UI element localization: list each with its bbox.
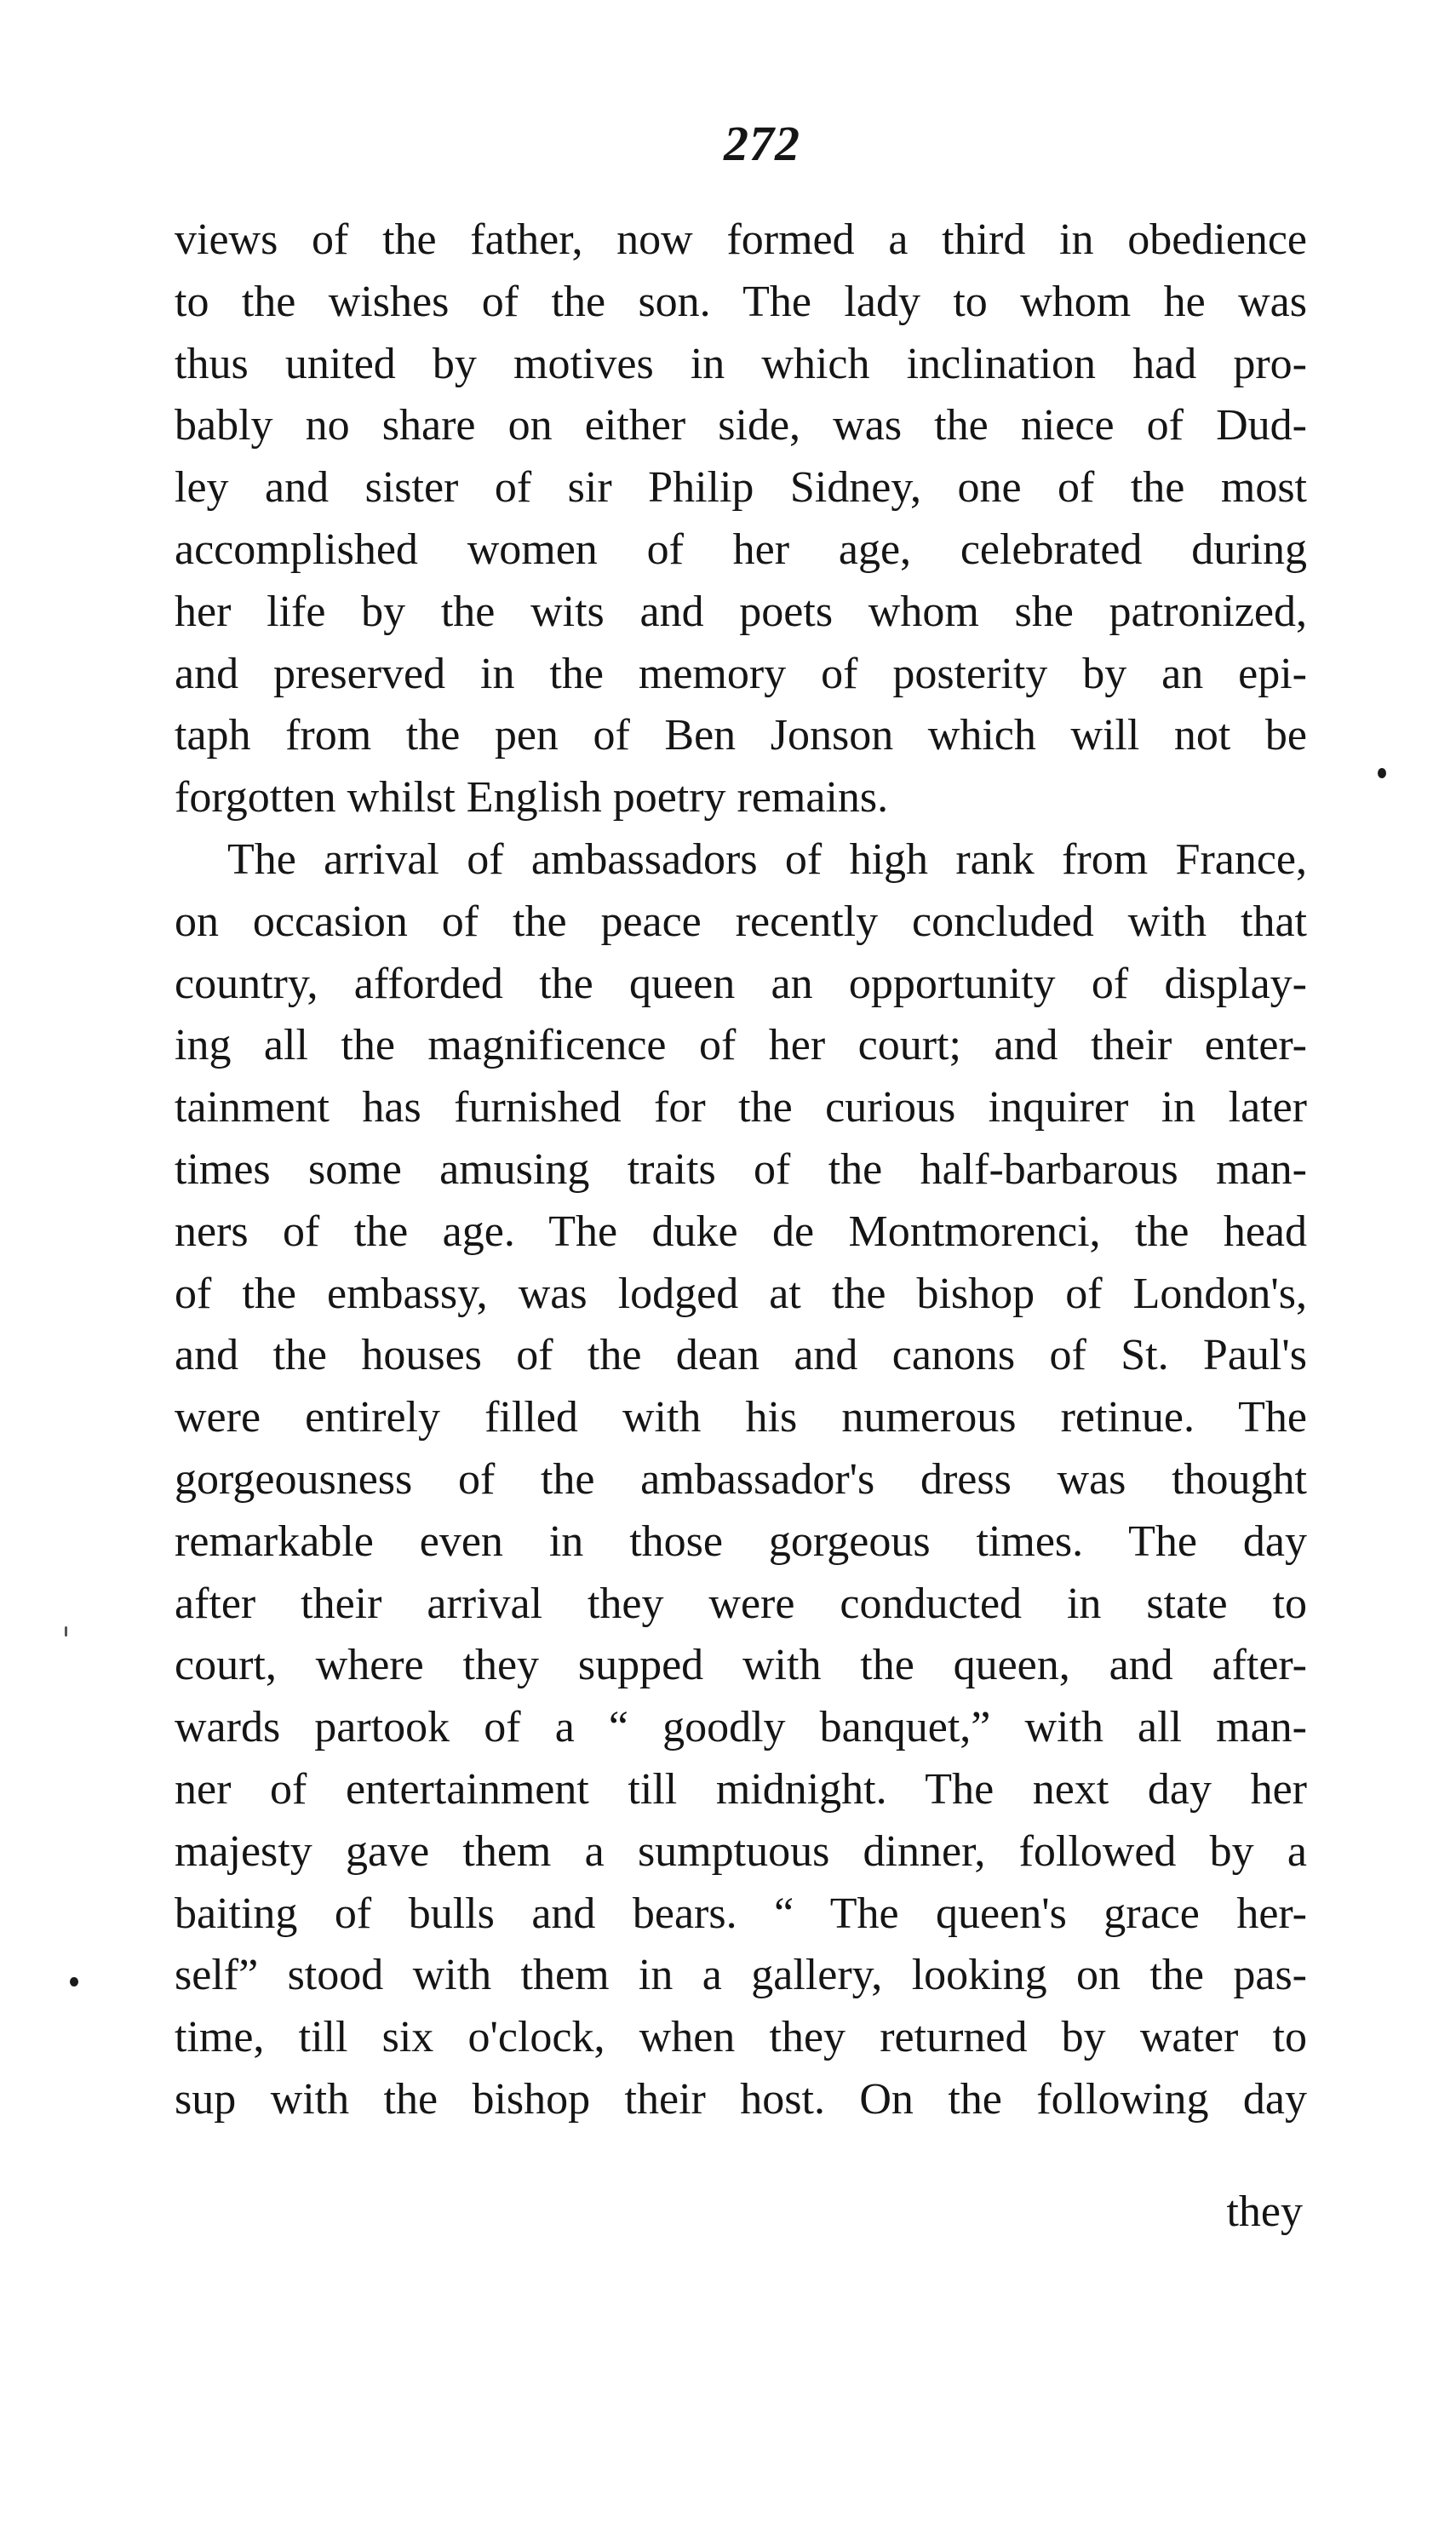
text-line: of the embassy, was lodged at the bishop of London's, — [175, 1269, 1307, 1318]
ink-speck — [65, 1626, 67, 1637]
paragraph-end-line: forgotten whilst English poetry remains. — [175, 773, 889, 823]
text-line: tainment has furnished for the curious inquirer in later — [175, 1083, 1307, 1132]
text-line: accomplished women of her age, celebrated during — [175, 525, 1307, 574]
body-text — [175, 209, 1307, 2131]
text-line: views of the father, now formed a third in obedience — [175, 215, 1307, 264]
text-line: on occasion of the peace recently concluded with that — [175, 897, 1307, 946]
text-line: sup with the bishop their host. On the following day — [175, 2074, 1307, 2124]
text-line: times some amusing traits of the half-barbarous man- — [175, 1144, 1307, 1194]
text-line: majesty gave them a sumptuous dinner, followed by a — [175, 1826, 1307, 1876]
text-line: ley and sister of sir Philip Sidney, one of the most — [175, 463, 1307, 513]
text-line: time, till six o'clock, when they returned by water to — [175, 2013, 1307, 2062]
catchword: they — [1226, 2187, 1303, 2236]
text-line: and preserved in the memory of posterity by an epi- — [175, 649, 1307, 698]
text-line: country, afforded the queen an opportunity of display- — [175, 959, 1307, 1008]
text-line: after their arrival they were conducted in state to — [175, 1579, 1307, 1628]
text-line: bably no share on either side, was the niece of Dud- — [175, 401, 1307, 450]
text-line: to the wishes of the son. The lady to whom he was — [175, 277, 1307, 326]
text-line: her life by the wits and poets whom she patronized, — [175, 587, 1307, 636]
text-line: taph from the pen of Ben Jonson which will not be — [175, 711, 1307, 760]
text-line: ners of the age. The duke de Montmorenci, the head — [175, 1207, 1307, 1256]
ink-speck — [70, 1977, 78, 1986]
text-line: and the houses of the dean and canons of St. Paul's — [175, 1331, 1307, 1380]
page-number: 272 — [724, 116, 800, 171]
ink-speck — [1378, 768, 1386, 778]
text-line: gorgeousness of the ambassador's dress was thought — [175, 1454, 1307, 1504]
text-line: wards partook of a “ goodly banquet,” with all man- — [175, 1703, 1307, 1752]
text-line: baiting of bulls and bears. “ The queen's grace her- — [175, 1889, 1307, 1938]
text-line: ing all the magnificence of her court; and their enter- — [175, 1021, 1307, 1070]
text-line: court, where they supped with the queen, and after- — [175, 1641, 1307, 1690]
text-line: remarkable even in those gorgeous times. The day — [175, 1516, 1307, 1566]
text-line: ner of entertainment till midnight. The next day her — [175, 1764, 1307, 1814]
paragraph-start-line: The arrival of ambassadors of high rank from France, — [227, 834, 1307, 884]
text-line: thus united by motives in which inclination had pro- — [175, 339, 1307, 388]
text-line: self” stood with them in a gallery, looking on the pas- — [175, 1951, 1307, 2000]
text-line: were entirely filled with his numerous retinue. The — [175, 1393, 1307, 1442]
